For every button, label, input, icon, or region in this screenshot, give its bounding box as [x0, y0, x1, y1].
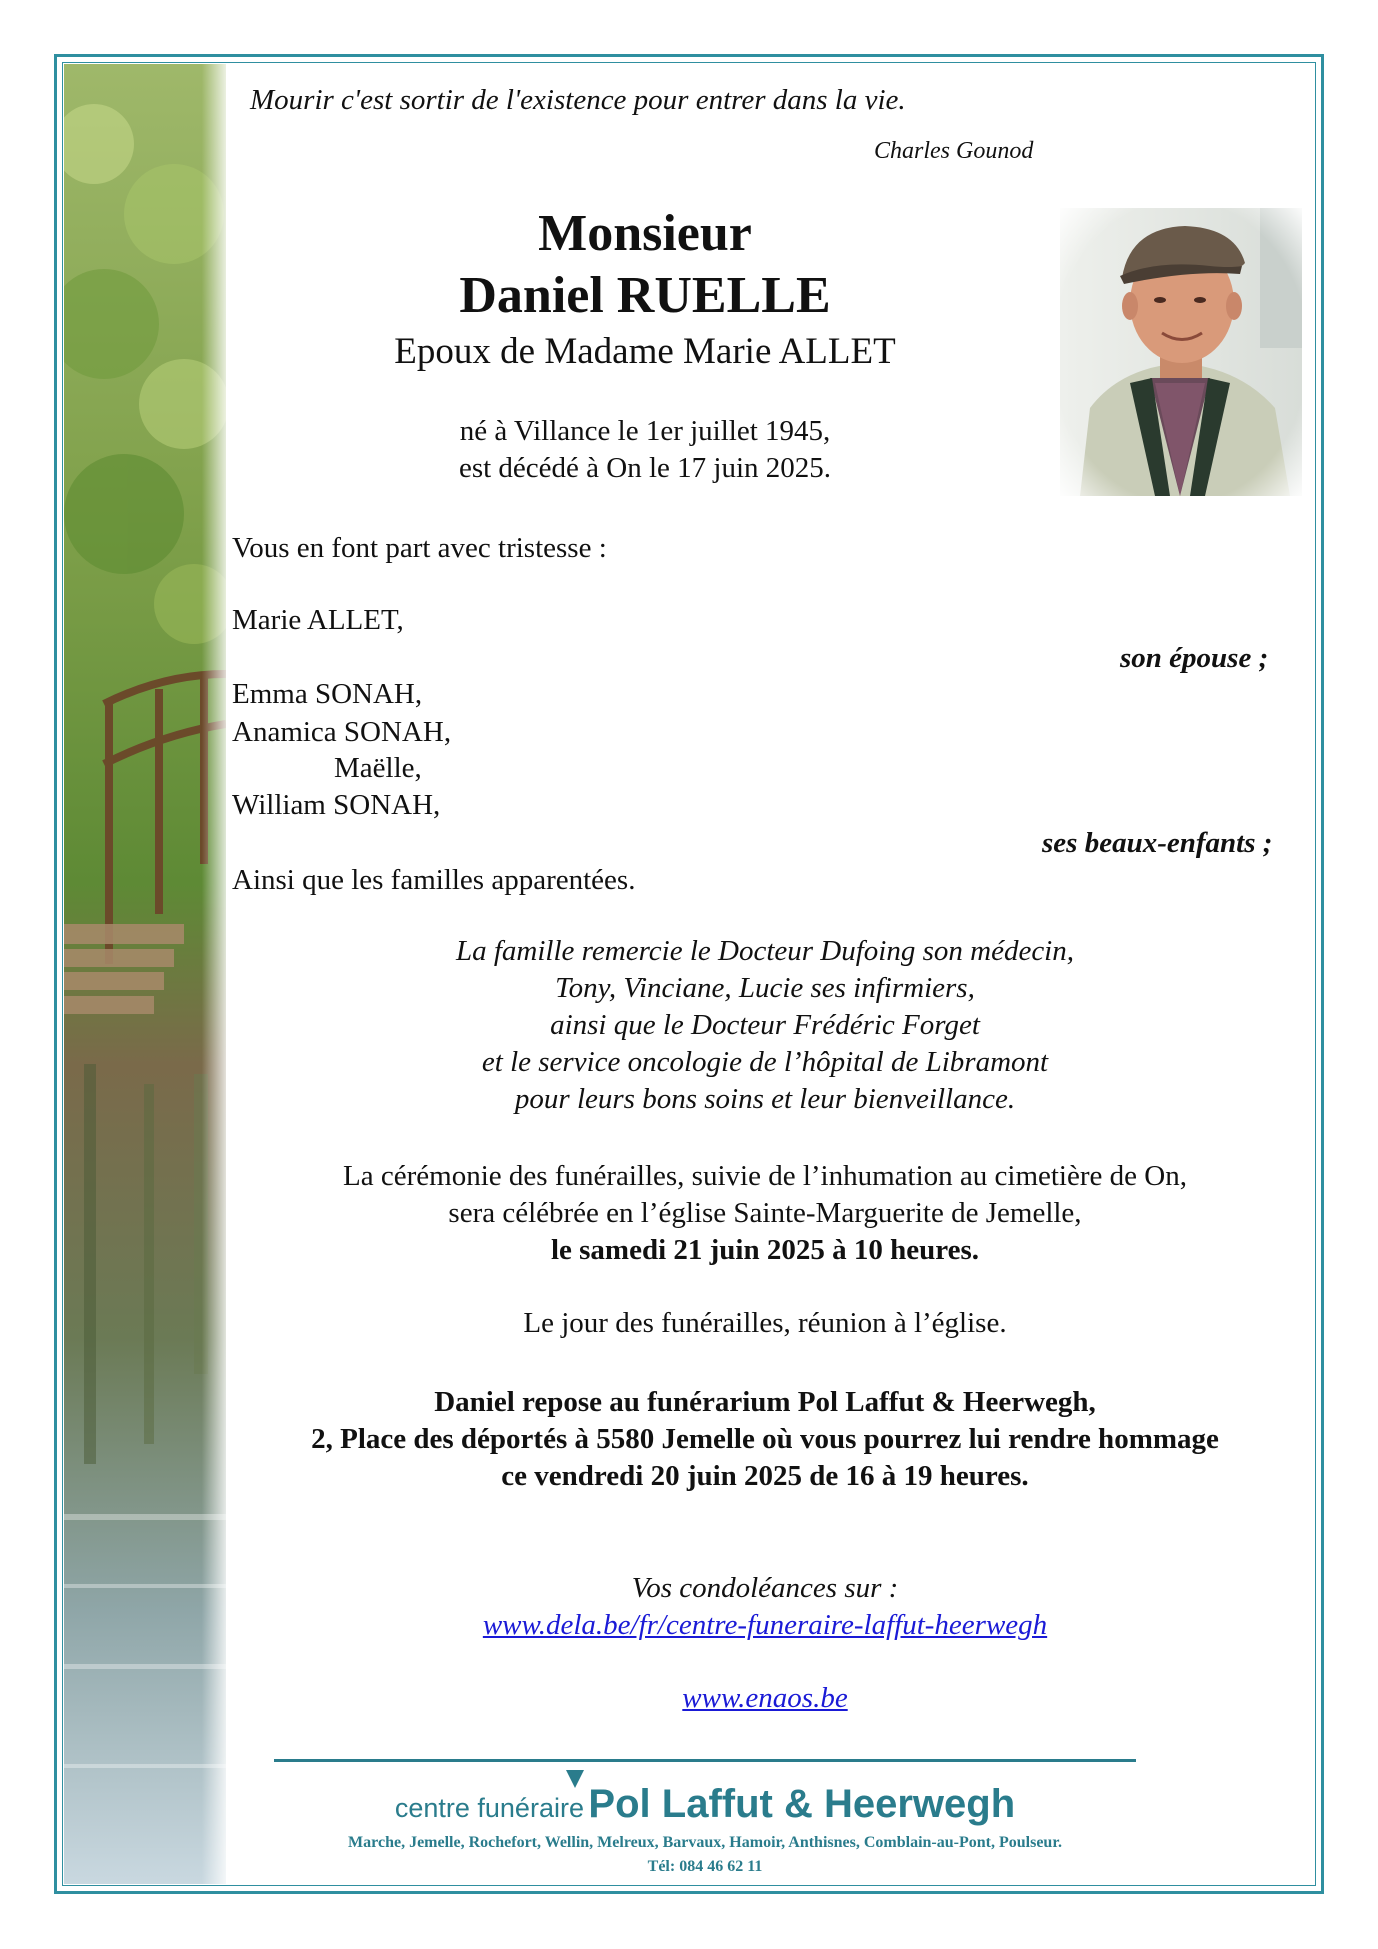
repose-line: 2, Place des déportés à 5580 Jemelle où vous pourrez lui rendre hommage: [311, 1423, 1219, 1455]
footer-brand-name: Pol Laffut & Heerwegh: [588, 1782, 1016, 1826]
quote-author: Charles Gounod: [874, 138, 1034, 164]
thanks-line: ainsi que le Docteur Frédéric Forget: [550, 1009, 980, 1041]
ceremony-date: le samedi 21 juin 2025 à 10 heures.: [550, 1234, 980, 1266]
repose-block: [230, 1384, 1300, 1495]
footer-towns: Marche, Jemelle, Rochefort, Wellin, Melreux, Barvaux, Hamoir, Anthisnes, Comblain-au-Pont, Poulseur.: [348, 1834, 1062, 1851]
spouse-line: Epoux de Madame Marie ALLET: [394, 331, 896, 372]
children-relation-label: ses beaux-enfants ;: [1042, 827, 1273, 859]
condolences-link-enaos[interactable]: www.enaos.be: [682, 1682, 848, 1714]
announcement-intro: Vous en font part avec tristesse :: [232, 532, 607, 564]
reunion-block: [230, 1305, 1300, 1342]
condolences-link2-block: [230, 1680, 1300, 1717]
death-line: est décédé à On le 17 juin 2025.: [458, 452, 832, 484]
ceremony-line: La cérémonie des funérailles, suivie de l’inhumation au cimetière de On,: [343, 1160, 1187, 1192]
footer-divider: [274, 1759, 1136, 1762]
footer-brand: [274, 1782, 1136, 1827]
thanks-block: [230, 933, 1300, 1118]
deceased-name: Daniel RUELLE: [459, 267, 831, 324]
spouse-relation-label: son épouse ;: [1120, 642, 1269, 674]
deceased-title: Monsieur: [538, 205, 752, 262]
ceremony-block: [230, 1158, 1300, 1269]
nature-bridge-image: [64, 64, 226, 1884]
repose-line: ce vendredi 20 juin 2025 de 16 à 19 heures.: [501, 1460, 1029, 1492]
thanks-line: Tony, Vinciane, Lucie ses infirmiers,: [555, 972, 975, 1004]
families-line: Ainsi que les familles apparentées.: [232, 864, 636, 896]
spouse-name: Marie ALLET,: [232, 604, 404, 636]
condolences-link1-block: [230, 1607, 1300, 1644]
footer-prefix: centre funéraire: [394, 1793, 584, 1823]
reunion-line: Le jour des funérailles, réunion à l’église.: [523, 1307, 1007, 1339]
repose-line: Daniel repose au funérarium Pol Laffut & Heerwegh,: [434, 1386, 1096, 1418]
condolences-label: Vos condoléances sur :: [631, 1572, 899, 1604]
footer-tel: Tél: 084 46 62 11: [647, 1858, 763, 1875]
thanks-line: et le service oncologie de l’hôpital de Libramont: [481, 1046, 1049, 1078]
condolences-label-block: [230, 1570, 1300, 1607]
thanks-line: pour leurs bons soins et leur bienveillance.: [514, 1083, 1016, 1115]
birth-line: né à Villance le 1er juillet 1945,: [459, 415, 831, 447]
portrait-photo: [1060, 208, 1302, 496]
child-name: Anamica SONAH,: [232, 716, 452, 748]
child-name: Emma SONAH,: [232, 678, 423, 710]
thanks-line: La famille remercie le Docteur Dufoing son médecin,: [456, 935, 1074, 967]
ceremony-line: sera célébrée en l’église Sainte-Marguerite de Jemelle,: [448, 1197, 1082, 1229]
condolences-link-dela[interactable]: www.dela.be/fr/centre-funeraire-laffut-heerwegh: [482, 1609, 1048, 1641]
child-name: William SONAH,: [232, 789, 441, 821]
quote-text: Mourir c'est sortir de l'existence pour entrer dans la vie.: [250, 84, 906, 116]
child-name: Maëlle,: [334, 752, 422, 784]
